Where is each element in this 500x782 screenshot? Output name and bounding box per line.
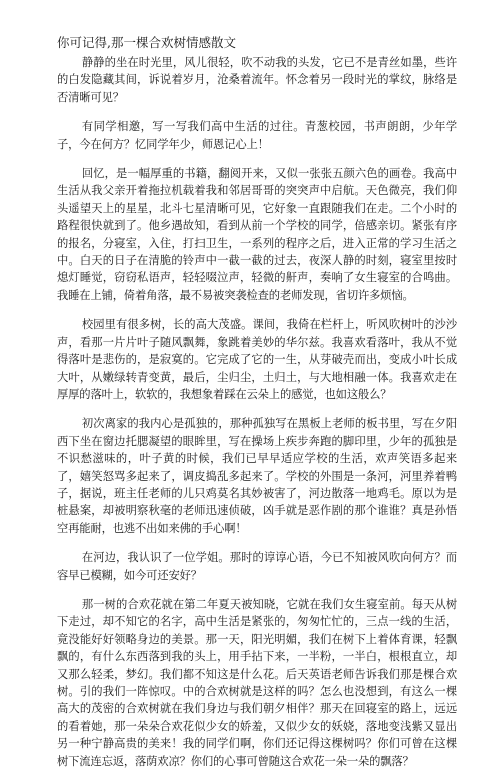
article-title: 你可记得,那一棵合欢树情感散文 [57, 35, 236, 50]
paragraph-5: 初次离家的我内心是孤独的，那种孤独写在黑板上老师的板书里，写在夕阳西下坐在窗边托腮凝望的眼眸里，写在操场上疾步奔跑的脚印里，少年的孤独是不识愁滋味的，叶子黄的时候，我们已早早适应学校的生活，欢声笑语多起来了，嬉笑怒骂多起来了，调皮捣乱多起来了。学校的外围是一条河，河里养着鸭子，据说，班主任老师的儿只鸡莫名其妙被害了，河边散落一地鸡毛。原以为是桩悬案，却被明察秋毫的老师迅速侦破，凶手就是恶作剧的那个谁谁？真是孙悟空再能耐，也逃不出如来佛的手心啊！ [57, 417, 457, 535]
paragraph-4: 校园里有很多树，长的高大茂盛。课间，我倚在栏杆上，听风吹树叶的沙沙声，看那一片片叶子随风飘舞，象跳着美妙的华尔兹。我喜欢看落叶，我从不觉得落叶是悲伤的，是寂寞的。它完成了它的一生，从芽破壳而出，变成小叶长成大叶，从嫩绿转青变黄，最后，尘归尘，土归土，与大地相融一体。我喜欢走在厚厚的落叶上，软软的，我想象着踩在云朵上的感觉，也如这般么？ [57, 318, 457, 401]
paragraph-1: 静静的坐在时光里，风儿很轻，吹不动我的头发，它已不是青丝如墨，些许的白发隐藏其间，诉说着岁月，沧桑着流年。怀念着另一段时光的掌纹，脉络是否清晰可见？ [57, 56, 457, 104]
paragraph-2: 有同学相邀，写一写我们高中生活的过往。青葱校园，书声朗朗，少年学子，今在何方？忆同学年少，师恩记心上！ [57, 120, 457, 151]
paragraph-6: 在河边，我认识了一位学姐。那时的谆谆心语，今已不知被风吹向何方？而容早已模糊，如今可还安好？ [57, 551, 457, 582]
paragraph-3: 回忆，是一幅厚重的书籍，翻阅开来，又似一张张五颜六色的画卷。我高中生活从我父亲开着拖拉机载着我和邻居哥哥的突突声中启航。天色微亮，我们仰头遥望天上的星星，北斗七星清晰可见，它好象一直跟随我们在走。二个小时的路程很快就到了。他乡遇故知，看到从前一个学校的同学，倍感亲切。紧张有序的报名，分寝室，入住，打扫卫生，一系列的程序之后，进入正常的学习生活之中。白天的日子在清脆的铃声中一截一截的过去，夜深人静的时刻，寝室里按时熄灯睡觉，窃窃私语声，轻轻啜泣声，轻微的鼾声，奏响了女生寝室的合鸣曲。我睡在上铺，倚着角落，最不易被突袭检查的老师发现，省切许多烦恼。 [57, 167, 457, 302]
article [57, 34, 457, 782]
paragraph-7: 那一树的合欢花就在第二年夏天被知晓，它就在我们女生寝室前。每天从树下走过，却不知它的名字，高中生活是紧张的，匆匆忙忙的，三点一线的生活，竟没能好好领略身边的美景。那一天，阳光明媚，我们在树下上着体育课，轻飘飘的，有什么东西落到我的头上，用手拈下来，一半粉，一半白，根根直立，却又那么轻柔，梦幻。我们都不知这是什么花。后天英语老师告诉我们那是棵合欢树。引的我们一阵惊叹。中的合欢树就是这样的吗？怎么也没想到，有这么一棵高大的茂密的合欢树就在我们身边与我们朝夕相伴？那天在回寝室的路上，远远的看着她，那一朵朵合欢花似少女的娇羞，又似少女的妖娆，落地变浅紫又显出另一种宁静高贵的美来！我的同学们啊，你们还记得这棵树吗？你们可曾在这棵树下流连忘返，落荫欢凉？你们的心事可曾随这合欢花一朵一朵的飘落？ [57, 597, 457, 768]
